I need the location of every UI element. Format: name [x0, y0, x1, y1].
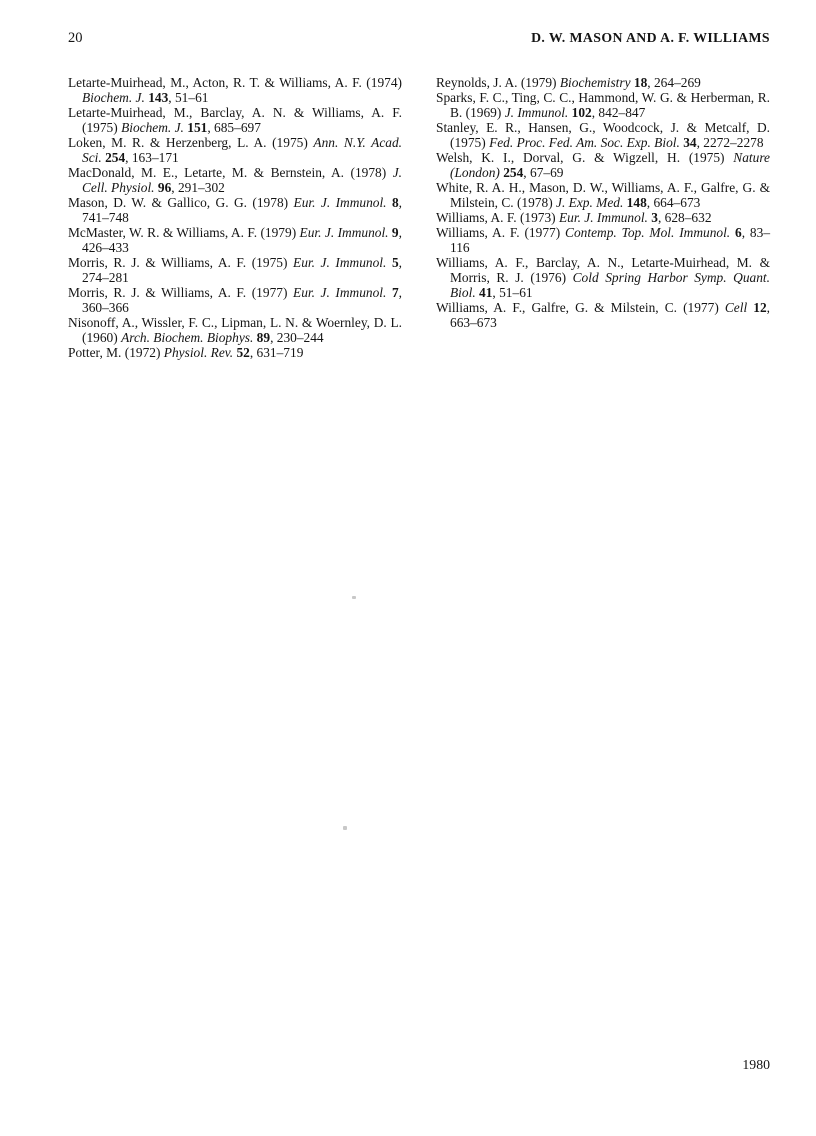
reference-text-segment: Cold Spring Harbor Symp. Quant. Biol. [450, 270, 770, 300]
reference-text-segment: Letarte-Muirhead, M., Acton, R. T. & Williams, A. F. (1974) [68, 75, 402, 90]
reference-text-segment: 151 [187, 120, 208, 135]
reference-text-segment: Mason, D. W. & Gallico, G. G. (1978) [68, 195, 294, 210]
reference-text-segment: 254 [105, 150, 126, 165]
reference-text-segment: , 51–61 [492, 285, 533, 300]
reference-entry [436, 75, 770, 90]
reference-text-segment: , 230–244 [270, 330, 324, 345]
reference-entry [68, 195, 402, 225]
scan-artifact-dot [343, 826, 347, 830]
reference-text-segment: , 685–697 [207, 120, 261, 135]
running-head: D. W. MASON AND A. F. WILLIAMS [531, 30, 770, 45]
reference-text-segment: 148 [626, 195, 647, 210]
reference-text-segment: 9 [391, 225, 399, 240]
reference-text-segment: , 664–673 [646, 195, 701, 210]
reference-text-segment: 18 [633, 75, 648, 90]
reference-text-segment: Eur. J. Immunol. [559, 210, 652, 225]
reference-text-segment: , 163–171 [125, 150, 179, 165]
reference-text-segment: Letarte-Muirhead, M., Barclay, A. N. & Williams, A. F. (1975) [68, 105, 402, 135]
reference-text-segment: 8 [391, 195, 399, 210]
reference-text-segment: Williams, A. F., Barclay, A. N., Letarte-Muirhead, M. & Morris, R. J. (1976) [436, 255, 770, 285]
reference-text-segment: Nisonoff, A., Wissler, F. C., Lipman, L. N. & Woernley, D. L. (1960) [68, 315, 402, 345]
reference-text-segment: Welsh, K. I., Dorval, G. & Wigzell, H. (1975) [436, 150, 734, 165]
reference-text-segment: 102 [571, 105, 592, 120]
page-number: 20 [68, 30, 83, 46]
page-year: 1980 [742, 1057, 770, 1072]
references-section [68, 75, 770, 360]
reference-text-segment: 6 [735, 225, 742, 240]
reference-text-segment: Contemp. Top. Mol. Immunol. [565, 225, 736, 240]
reference-text-segment: 52 [236, 345, 250, 360]
reference-text-segment: Arch. Biochem. Biophys. [121, 330, 257, 345]
reference-text-segment: , 628–632 [657, 210, 712, 225]
reference-text-segment: , 842–847 [591, 105, 646, 120]
reference-text-segment: 3 [651, 210, 658, 225]
reference-text-segment: , 741–748 [82, 195, 402, 225]
reference-text-segment: , 2272–2278 [696, 135, 764, 150]
reference-text-segment: Eur. J. Immunol. [299, 225, 392, 240]
reference-text-segment: 5 [391, 255, 399, 270]
reference-text-segment: Williams, A. F., Galfre, G. & Milstein, C. (1977) [436, 300, 725, 315]
scan-artifact-dot [352, 596, 356, 599]
reference-text-segment: Fed. Proc. Fed. Am. Soc. Exp. Biol. [489, 135, 684, 150]
reference-text-segment: 143 [148, 90, 169, 105]
reference-text-segment: Reynolds, J. A. (1979) [436, 75, 560, 90]
reference-text-segment: Cell [724, 300, 754, 315]
reference-text-segment: 89 [256, 330, 271, 345]
reference-entry [436, 225, 770, 255]
reference-text-segment: 7 [391, 285, 399, 300]
reference-text-segment: Eur. J. Immunol. [293, 195, 392, 210]
reference-text-segment: Sparks, F. C., Ting, C. C., Hammond, W. G. & Herberman, R. B. (1969) [436, 90, 770, 120]
reference-entry [436, 210, 770, 225]
reference-text-segment: , 631–719 [249, 345, 304, 360]
reference-text-segment: 12 [753, 300, 767, 315]
references-right-column [436, 75, 770, 360]
reference-text-segment: Biochem. J. [121, 120, 188, 135]
reference-entry [68, 75, 402, 105]
reference-text-segment: Morris, R. J. & Williams, A. F. (1975) [68, 255, 294, 270]
reference-entry [436, 150, 770, 180]
reference-text-segment: , 291–302 [171, 180, 225, 195]
reference-text-segment: , 663–673 [450, 300, 770, 330]
reference-text-segment: Williams, A. F. (1977) [436, 225, 566, 240]
reference-text-segment: , 360–366 [82, 285, 402, 315]
reference-entry [68, 255, 402, 285]
reference-entry [436, 90, 770, 120]
reference-text-segment: , 67–69 [523, 165, 564, 180]
reference-entry [436, 300, 770, 330]
reference-text-segment: Nature (London) [450, 150, 770, 180]
reference-text-segment: Potter, M. (1972) [68, 345, 164, 360]
reference-text-segment: Biochemistry [559, 75, 634, 90]
references-left-column [68, 75, 402, 360]
reference-text-segment: J. Immunol. [504, 105, 572, 120]
reference-text-segment: J. Exp. Med. [556, 195, 627, 210]
reference-entry [68, 135, 402, 165]
reference-text-segment: Biochem. J. [82, 90, 149, 105]
reference-text-segment: Ann. N.Y. Acad. Sci. [82, 135, 402, 165]
reference-text-segment: , 51–61 [168, 90, 209, 105]
reference-text-segment: 254 [503, 165, 524, 180]
reference-text-segment: 96 [157, 180, 172, 195]
reference-text-segment: Morris, R. J. & Williams, A. F. (1977) [68, 285, 294, 300]
reference-entry [436, 255, 770, 300]
reference-text-segment: Stanley, E. R., Hansen, G., Woodcock, J. & Metcalf, D. (1975) [436, 120, 770, 150]
reference-text-segment: J. Cell. Physiol. [82, 165, 402, 195]
reference-text-segment: White, R. A. H., Mason, D. W., Williams, A. F., Galfre, G. & Milstein, C. (1978) [436, 180, 770, 210]
reference-entry [68, 105, 402, 135]
reference-text-segment: Loken, M. R. & Herzenberg, L. A. (1975) [68, 135, 314, 150]
reference-entry [436, 180, 770, 210]
reference-text-segment: McMaster, W. R. & Williams, A. F. (1979) [68, 225, 300, 240]
reference-entry [68, 285, 402, 315]
reference-text-segment: Williams, A. F. (1973) [436, 210, 559, 225]
reference-entry [68, 315, 402, 345]
page-header [68, 30, 770, 47]
reference-text-segment: , 426–433 [82, 225, 402, 255]
reference-text-segment: , 264–269 [647, 75, 701, 90]
reference-entry [68, 345, 402, 360]
reference-text-segment: Physiol. Rev. [163, 345, 237, 360]
reference-entry [68, 165, 402, 195]
reference-text-segment: 41 [479, 285, 493, 300]
reference-text-segment: 34 [683, 135, 697, 150]
reference-entry [68, 225, 402, 255]
reference-text-segment: Eur. J. Immunol. [293, 255, 392, 270]
reference-text-segment: Eur. J. Immunol. [293, 285, 392, 300]
reference-text-segment: MacDonald, M. E., Letarte, M. & Bernstein, A. (1978) [68, 165, 393, 180]
reference-text-segment: , 274–281 [82, 255, 402, 285]
reference-entry [436, 120, 770, 150]
reference-text-segment: , 83–116 [450, 225, 771, 255]
